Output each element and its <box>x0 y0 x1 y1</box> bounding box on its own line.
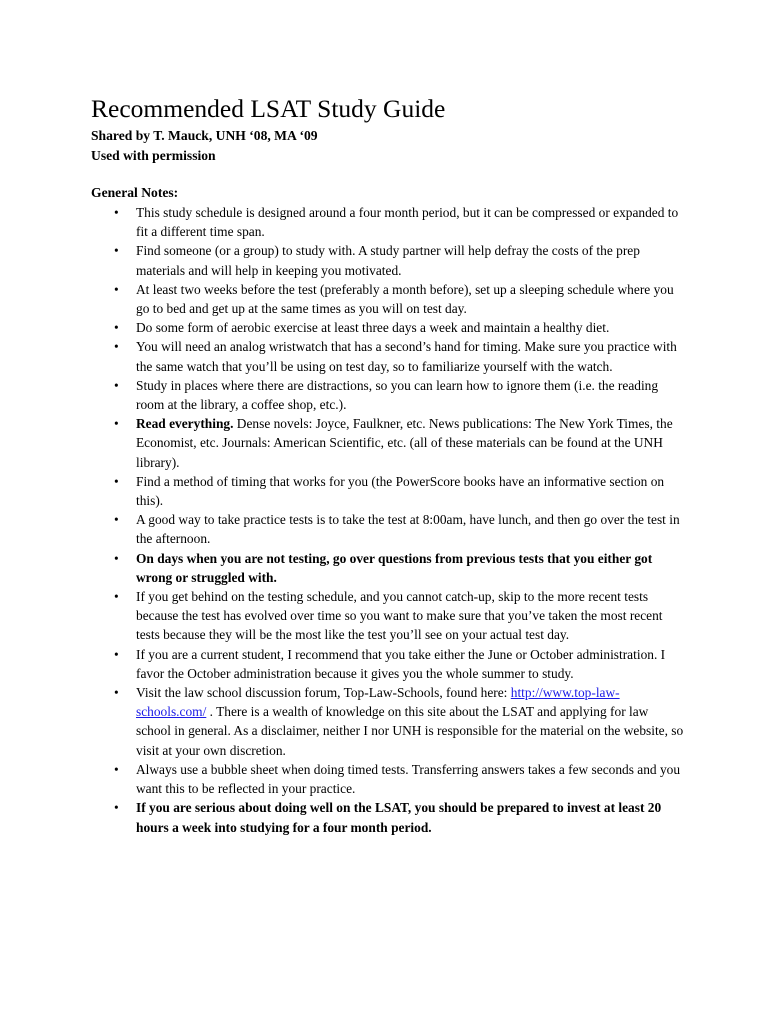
bullet-icon: • <box>114 281 119 297</box>
note-text: If you are serious about doing well on the LSAT, you should be prepared to invest at least 20 hours a week into studying for a four month period. <box>136 800 662 835</box>
note-text: If you get behind on the testing schedule, and you cannot catch-up, skip to the more recent tests because the test has evolved over time so you want to make sure that you’ve taken the most recent tests because they will be the most like the test you’ll see on your actual test day. <box>136 589 663 643</box>
forum-link[interactable]: http://www.top-law-schools.com/ <box>136 685 620 720</box>
bullet-icon: • <box>114 377 119 393</box>
note-item <box>114 376 686 414</box>
note-lead: Read everything. <box>136 416 234 432</box>
note-item <box>114 587 686 645</box>
note-item <box>114 645 686 683</box>
bullet-icon: • <box>114 205 119 220</box>
note-item <box>114 241 686 279</box>
bullet-icon: • <box>114 243 119 259</box>
note-text: Study in places where there are distractions, so you can learn how to ignore them (i.e. the reading room at the library, a coffee shop, etc.). <box>136 377 659 413</box>
bullet-icon: • <box>114 416 119 432</box>
note-text: You will need an analog wristwatch that has a second’s hand for timing. Make sure you practice with the same watch that you’ll be using on test day, so to familiarize yourself with the watch. <box>136 339 677 374</box>
note-item <box>114 683 686 760</box>
bullet-icon: • <box>114 646 119 662</box>
note-text: Dense novels: Joyce, Faulkner, etc. News publications: The New York Times, the Economist, etc. Journals: American Scientific, etc. (all of these materials can be found at the UNH library). <box>136 416 673 470</box>
note-text: At least two weeks before the test (preferably a month before), set up a sleeping schedule where you go to bed and get up at the same times as you will on test day. <box>136 281 674 317</box>
permission-line: Used with permission <box>91 148 216 163</box>
general-notes-heading: General Notes: <box>91 185 179 200</box>
general-notes-list <box>114 203 686 837</box>
note-item <box>114 318 686 337</box>
bullet-icon: • <box>114 800 119 816</box>
note-text: On days when you are not testing, go over questions from previous tests that you either got wrong or struggled with. <box>136 550 653 585</box>
note-item <box>114 472 686 510</box>
note-text: A good way to take practice tests is to take the test at 8:00am, have lunch, and then go over the test in the afternoon. <box>136 512 680 547</box>
note-text: Always use a bubble sheet when doing timed tests. Transferring answers takes a few seconds and you want this to be reflected in your practice. <box>136 761 681 797</box>
page-title: Recommended LSAT Study Guide <box>91 94 446 123</box>
note-item <box>114 414 686 472</box>
bullet-icon: • <box>114 550 119 566</box>
bullet-icon: • <box>114 685 119 701</box>
note-text-continued: . There is a wealth of knowledge on this site about the LSAT and applying for law school in general. As a disclaimer, neither I nor UNH is responsible for the material on the website, so visit at your own discretion. <box>136 704 684 758</box>
note-item <box>114 280 686 318</box>
note-text: If you are a current student, I recommend that you take either the June or October administration. I favor the October administration because it gives you the whole summer to study. <box>136 646 666 681</box>
bullet-icon: • <box>114 589 119 605</box>
shared-by-line: Shared by T. Mauck, UNH ‘08, MA ‘09 <box>91 128 318 143</box>
note-item <box>114 203 686 241</box>
bullet-icon: • <box>114 512 119 528</box>
note-item <box>114 760 686 798</box>
bullet-icon: • <box>114 473 119 489</box>
note-text: Find someone (or a group) to study with. A study partner will help defray the costs of the prep materials and will help in keeping you motivated. <box>136 243 640 278</box>
note-item <box>114 510 686 548</box>
note-item <box>114 798 686 836</box>
note-item <box>114 337 686 375</box>
note-text: Do some form of aerobic exercise at least three days a week and maintain a healthy diet. <box>136 320 610 336</box>
bullet-icon: • <box>114 761 119 777</box>
note-item <box>114 549 686 587</box>
bullet-icon: • <box>114 339 119 355</box>
bullet-icon: • <box>114 320 119 336</box>
note-text: This study schedule is designed around a four month period, but it can be compressed or expanded to fit a different time span. <box>136 205 679 240</box>
note-text: Visit the law school discussion forum, Top-Law-Schools, found here: <box>136 685 511 701</box>
note-text: Find a method of timing that works for you (the PowerScore books have an informative section on this). <box>136 473 665 509</box>
